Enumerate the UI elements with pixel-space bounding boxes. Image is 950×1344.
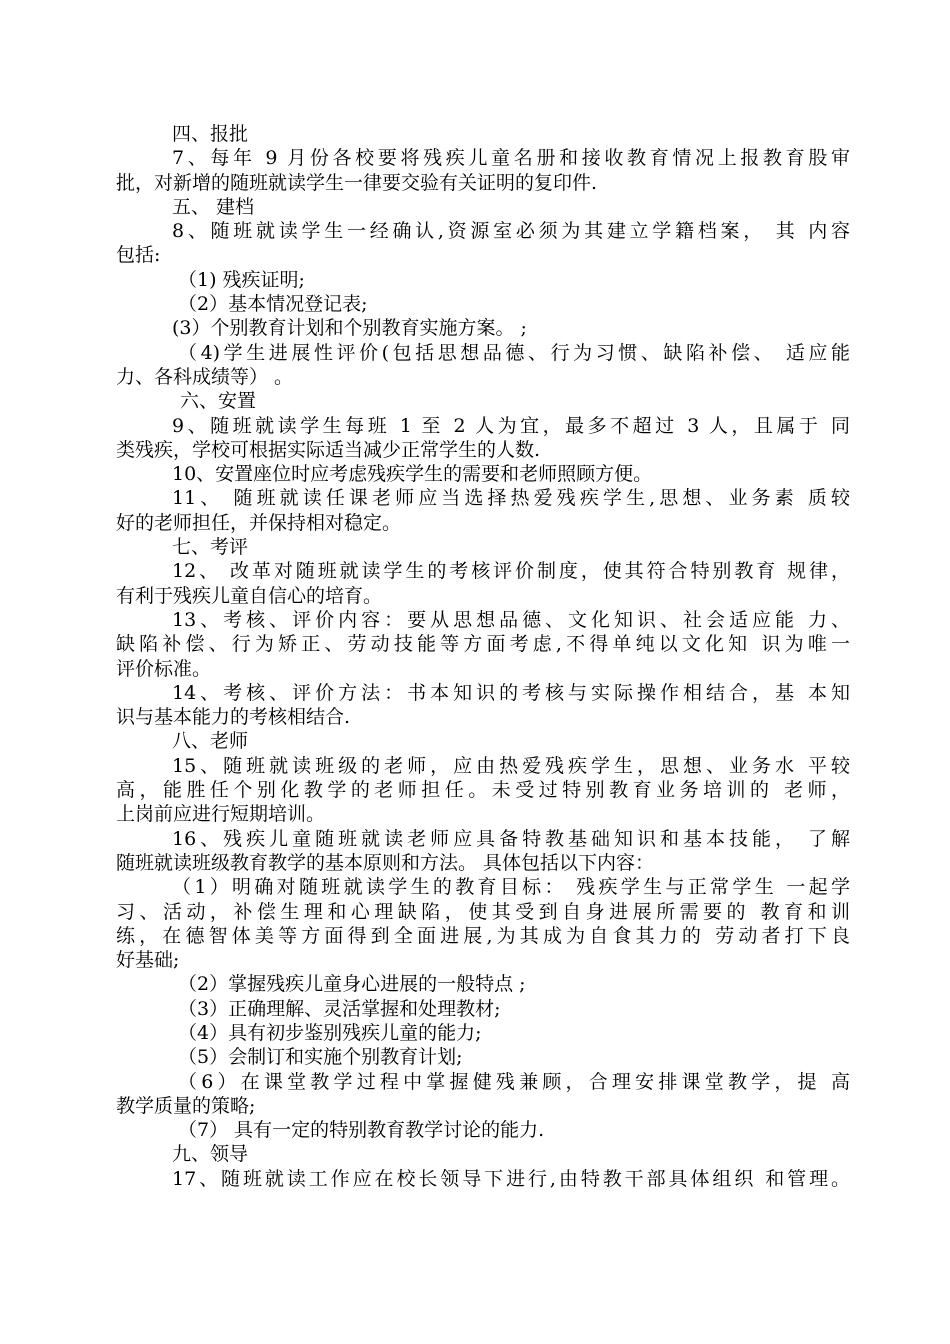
text-line: 10、安置座位时应考虑残疾学生的需要和老师照顾方便。 bbox=[172, 463, 653, 486]
text-line: （4）具有初步鉴别残疾儿童的能力; bbox=[178, 1021, 482, 1044]
text-line: 9、随班就读学生每班 1 至 2 人为宜，最多不超过 3 人，且属于 同 bbox=[172, 414, 850, 437]
text-line: 17、随班就读工作应在校长领导下进行,由特教干部具体组织 和管理。 bbox=[172, 1167, 850, 1190]
text-line: 类残疾，学校可根据实际适当减少正常学生的人数. bbox=[116, 438, 541, 461]
text-line: （3）正确理解、灵活掌握和处理教材; bbox=[178, 997, 501, 1020]
text-line: 九、领导 bbox=[172, 1143, 249, 1166]
text-line: （5）会制订和实施个别教育计划; bbox=[178, 1046, 463, 1069]
text-line: 八、老师 bbox=[172, 730, 249, 753]
text-line: 七、考评 bbox=[172, 536, 249, 559]
text-line: 批，对新增的随班就读学生一律要交验有关证明的复印件. bbox=[116, 171, 598, 194]
text-line: 教学质量的策略; bbox=[116, 1094, 256, 1117]
text-line: 缺陷补偿、行为矫正、劳动技能等方面考虑,不得单纯以文化知 识为唯一 bbox=[116, 633, 850, 656]
text-line: （1) 残疾证明; bbox=[178, 268, 305, 291]
text-line: （2）掌握残疾儿童身心进展的一般特点 ; bbox=[178, 973, 526, 996]
text-line: 13、考核、评价内容：要从思想品德、文化知识、社会适应能 力、 bbox=[172, 608, 850, 631]
text-line: 力、各科成绩等） 。 bbox=[116, 365, 294, 388]
text-line: 包括: bbox=[116, 244, 161, 267]
text-line: （6）在课堂教学过程中掌握健残兼顾，合理安排课堂教学，提 高 bbox=[178, 1070, 850, 1093]
text-line: 识与基本能力的考核相结合. bbox=[116, 706, 351, 729]
text-line: 习、活动，补偿生理和心理缺陷，使其受到自身进展所需要的 教育和训 bbox=[116, 900, 850, 923]
text-line: 12、 改革对随班就读学生的考核评价制度，使其符合特别教育 规律， bbox=[172, 560, 850, 583]
text-line: 好的老师担任，并保持相对稳定。 bbox=[116, 511, 402, 534]
text-line: (3）个别教育计划和个别教育实施方案。 ; bbox=[172, 317, 527, 340]
text-line: 随班就读班级教育教学的基本原则和方法。 具体包括以下内容： bbox=[116, 851, 655, 874]
text-line: （7） 具有一定的特别教育教学讨论的能力. bbox=[178, 1119, 545, 1142]
text-line: 上岗前应进行短期培训。 bbox=[116, 803, 326, 826]
text-line: 练，在德智体美等方面得到全面进展,为其成为自食其力的 劳动者打下良 bbox=[116, 924, 850, 947]
text-line: （4)学生进展性评价(包括思想品德、行为习惯、缺陷补偿、 适应能 bbox=[178, 341, 850, 364]
text-line: 有利于残疾儿童自信心的培育。 bbox=[116, 584, 383, 607]
text-line: 高，能胜任个别化教学的老师担任。未受过特别教育业务培训的 老师， bbox=[116, 779, 850, 802]
text-line: 好基础; bbox=[116, 949, 180, 972]
text-line: （2）基本情况登记表; bbox=[178, 293, 368, 316]
text-line: 15、随班就读班级的老师，应由热爱残疾学生，思想、业务水 平较 bbox=[172, 754, 850, 777]
text-line: 7、每年 9 月份各校要将残疾儿童名册和接收教育情况上报教育股审 bbox=[172, 147, 850, 170]
text-line: 评价标准。 bbox=[116, 657, 212, 680]
text-line: （1）明确对随班就读学生的教育目标： 残疾学生与正常学生 一起学 bbox=[172, 876, 850, 899]
text-line: 14、考核、评价方法：书本知识的考核与实际操作相结合，基 本知 bbox=[172, 681, 850, 704]
text-line: 四、报批 bbox=[172, 123, 249, 145]
document-body bbox=[116, 122, 850, 1191]
text-line: 11、 随班就读任课老师应当选择热爱残疾学生,思想、业务素 质较 bbox=[172, 487, 850, 510]
text-line: 五、 建档 bbox=[172, 195, 255, 218]
text-line: 16、残疾儿童随班就读老师应具备特教基础知识和基本技能， 了解 bbox=[172, 827, 850, 850]
text-line: 六、安置 bbox=[180, 390, 257, 413]
text-line: 8、随班就读学生一经确认,资源室必须为其建立学籍档案， 其 内容 bbox=[172, 220, 850, 243]
